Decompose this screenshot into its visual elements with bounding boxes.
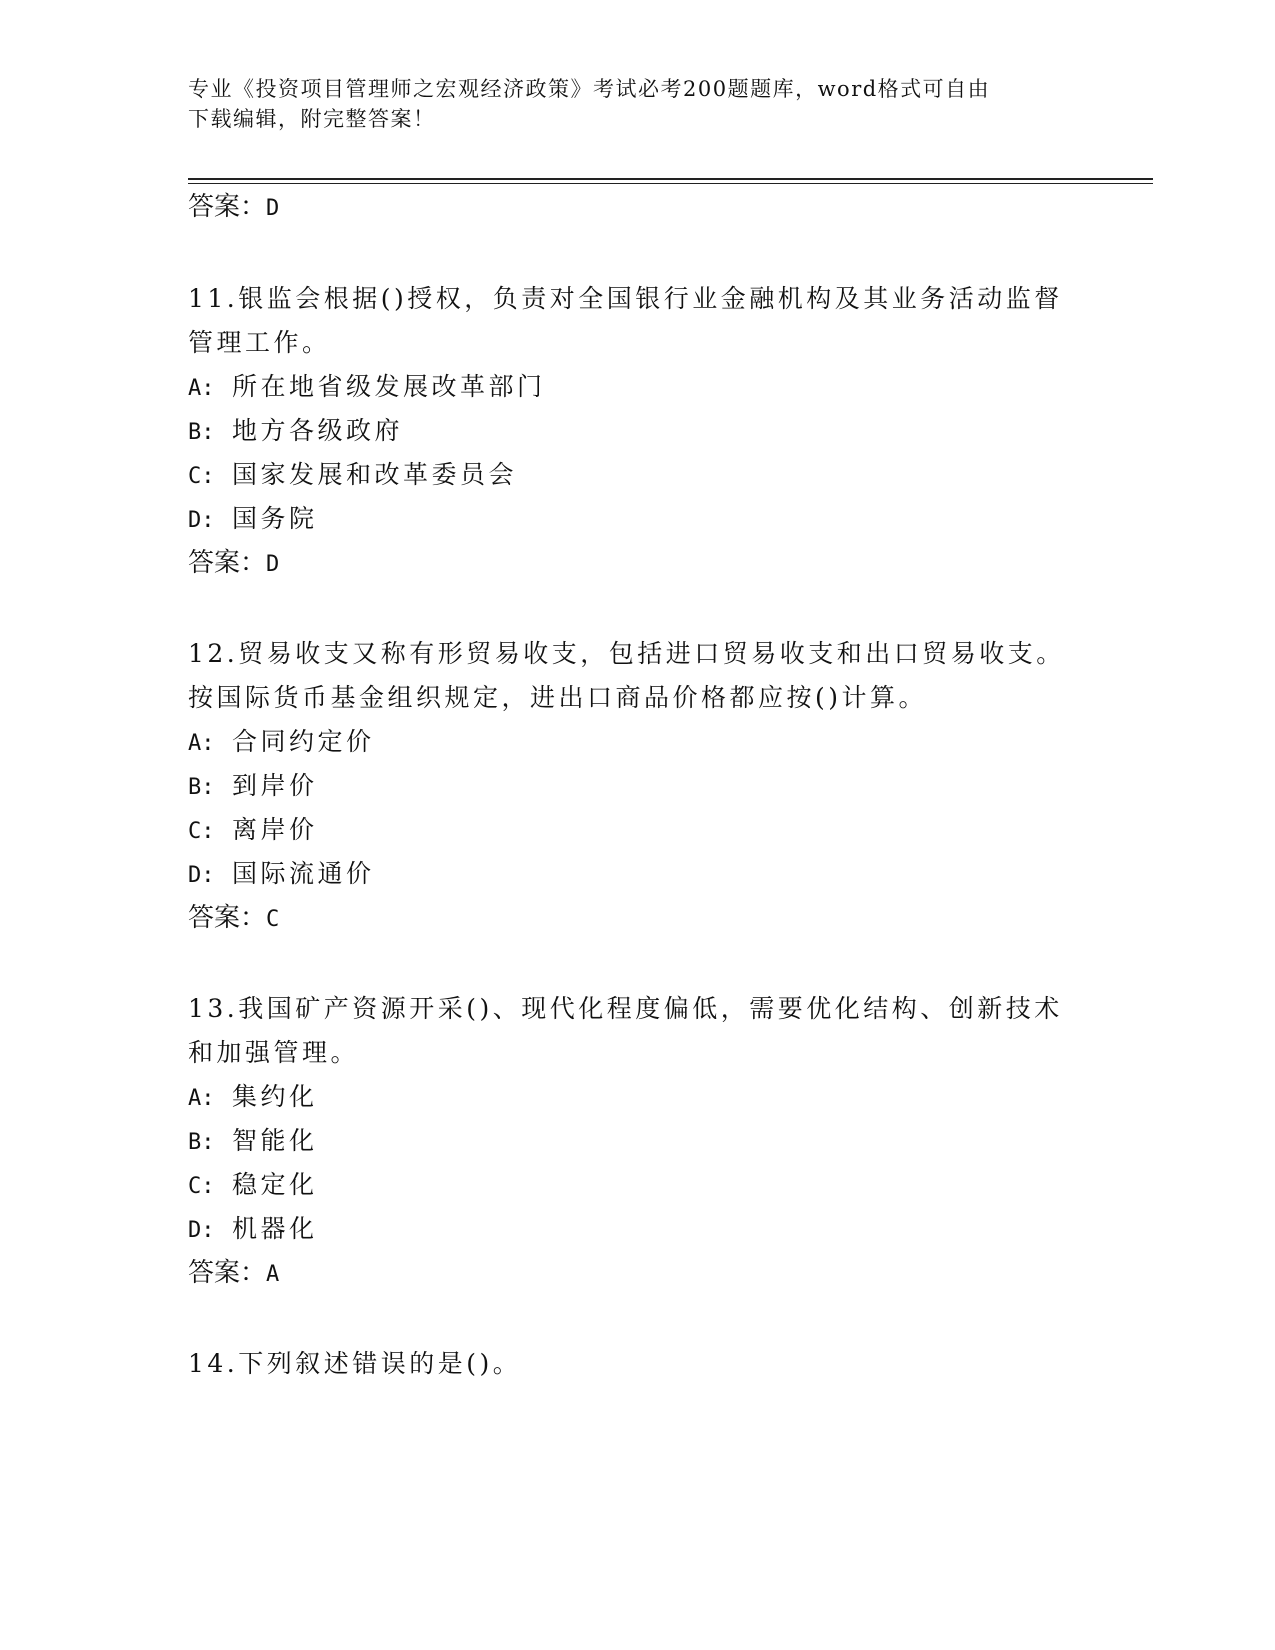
option-text: 国家发展和改革委员会 [232, 460, 518, 489]
option-letter: D: [188, 1218, 215, 1243]
question-13-option-b [188, 1124, 318, 1160]
question-13-line-2: 和加强管理。 [188, 1038, 360, 1067]
option-text: 稳定化 [232, 1170, 318, 1199]
option-letter: A: [188, 376, 215, 401]
question-13-option-d [188, 1212, 318, 1248]
option-text: 离岸价 [232, 815, 318, 844]
option-letter: D: [188, 508, 215, 533]
answer-label: 答案： [188, 1258, 267, 1288]
option-text: 地方各级政府 [232, 416, 404, 445]
question-14-line-1: 14.下列叙述错误的是()。 [188, 1349, 522, 1378]
question-11-option-b [188, 414, 403, 450]
answer-label: 答案： [188, 548, 267, 578]
option-text: 机器化 [232, 1214, 318, 1243]
question-12-option-d [188, 857, 375, 893]
question-12-line-2: 按国际货币基金组织规定，进出口商品价格都应按()计算。 [188, 683, 928, 712]
option-text: 到岸价 [232, 771, 318, 800]
option-letter: B: [188, 775, 215, 800]
question-12-answer [188, 901, 279, 937]
question-12-line-1: 12.贸易收支又称有形贸易收支，包括进口贸易收支和出口贸易收支。 [188, 639, 1065, 668]
question-13-option-c [188, 1168, 318, 1204]
option-letter: C: [188, 1174, 215, 1199]
answer-value: D [266, 196, 280, 221]
question-13-option-a [188, 1080, 318, 1116]
option-letter: C: [188, 464, 215, 489]
option-text: 所在地省级发展改革部门 [232, 372, 546, 401]
answer-value: A [266, 1262, 280, 1287]
question-11-line-2: 管理工作。 [188, 328, 331, 357]
header-divider-thick [188, 178, 1153, 180]
option-text: 国务院 [232, 504, 318, 533]
option-letter: B: [188, 420, 215, 445]
question-12-option-b [188, 769, 318, 805]
option-letter: A: [188, 1086, 215, 1111]
header-divider-thin [188, 183, 1153, 184]
answer-line [188, 190, 279, 226]
option-letter: C: [188, 819, 215, 844]
answer-value: D [266, 552, 280, 577]
answer-label: 答案： [188, 903, 267, 933]
option-letter: A: [188, 731, 215, 756]
question-11-line-1: 11.银监会根据()授权，负责对全国银行业金融机构及其业务活动监督 [188, 284, 1063, 313]
option-text: 合同约定价 [232, 727, 375, 756]
option-text: 集约化 [232, 1082, 318, 1111]
question-13-answer [188, 1256, 279, 1292]
question-11-answer [188, 546, 279, 582]
question-12-option-a [188, 725, 375, 761]
question-13-line-1: 13.我国矿产资源开采()、现代化程度偏低，需要优化结构、创新技术 [188, 994, 1063, 1023]
header-line-2: 下载编辑，附完整答案！ [188, 107, 436, 131]
option-letter: D: [188, 863, 215, 888]
question-11-option-c [188, 458, 517, 494]
question-11-option-d [188, 502, 318, 538]
document-header [188, 74, 1088, 134]
question-12-option-c [188, 813, 318, 849]
option-text: 国际流通价 [232, 859, 375, 888]
header-line-1: 专业《投资项目管理师之宏观经济政策》考试必考200题题库，word格式可自由 [188, 77, 991, 101]
option-letter: B: [188, 1130, 215, 1155]
question-11-option-a [188, 370, 546, 406]
answer-label: 答案： [188, 192, 267, 222]
option-text: 智能化 [232, 1126, 318, 1155]
answer-value: C [266, 907, 280, 932]
